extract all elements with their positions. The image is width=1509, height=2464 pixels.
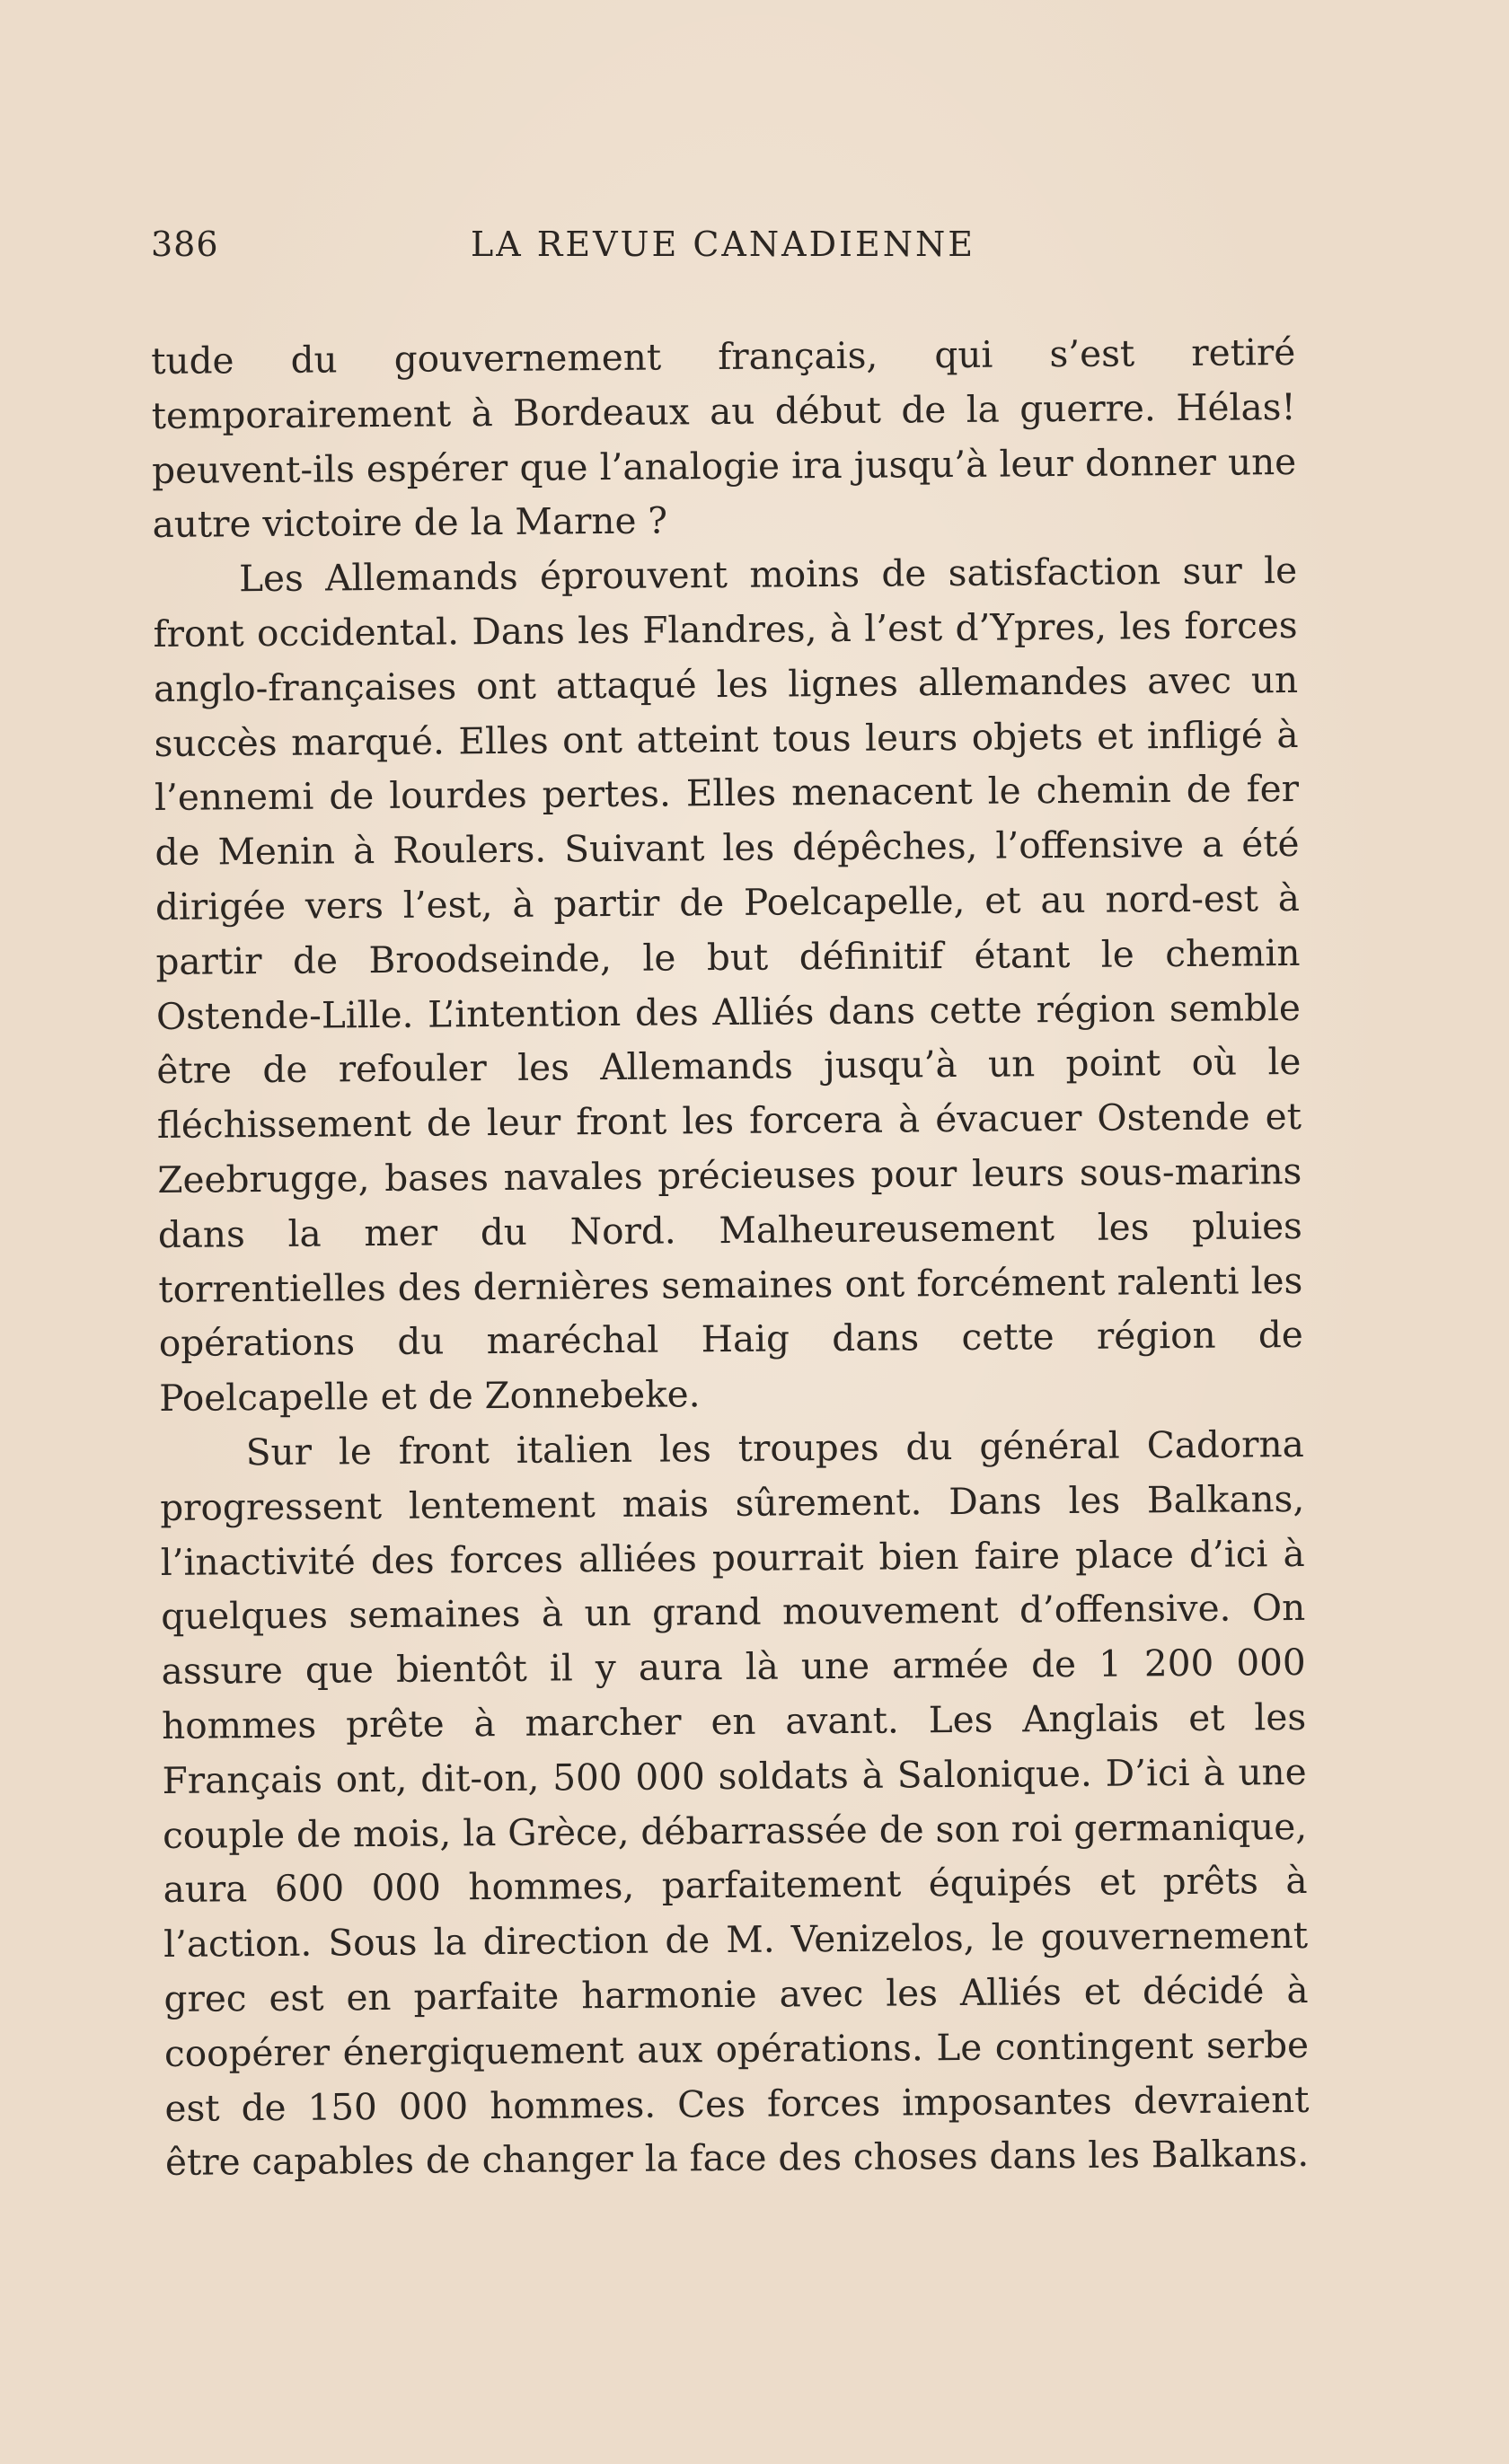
running-header	[151, 224, 1295, 278]
page-number: 386	[151, 224, 219, 264]
paragraph-italian-balkan-fronts: Sur le front italien les troupes du général Cadorna progressent lentement mais sûrement. Dans les Balkans, l’inactivité des forces alliées pourrait bien faire place d’ici à quelques semaines à un grand mouvement d’offensive. On assure que bientôt il y aura là une armée de 1 200 000 hommes prête à marcher en avant. Les Anglais et les Français ont, dit-on, 500 000 soldats à Salonique. D’ici à une couple de mois, la Grèce, débarrassée de son roi germanique, aura 600 000 hommes, parfaitement équipés et prêts à l’action. Sous la direction de M. Venizelos, le gouvernement grec est en parfaite harmonie avec les Alliés et décidé à coopérer énergiquement aux opérations. Le contingent serbe est de 150 000 hommes. Ces forces imposantes devraient être capables de changer la face des choses dans les Balkans.	[160, 1421, 1310, 2185]
paragraph-western-front: Les Allemands éprouvent moins de satisfaction sur le front occidental. Dans les Flandres, à l’est d’Ypres, les forces anglo-françaises ont attaqué les lignes allemandes avec un succès marqué. Elles ont atteint tous leurs objets et infligé à l’ennemi de lourdes pertes. Elles menacent le chemin de fer de Menin à Roulers. Suivant les dépêches, l’offensive a été dirigée vers l’est, à partir de Poelcapelle, et au nord-est à partir de Broodseinde, le but définitif étant le chemin Ostende-Lille. L’intention des Alliés dans cette région semble être de refouler les Allemands jusqu’à un point où le fléchissement de leur front les forcera à évacuer Ostende et Zeebrugge, bases navales précieuses pour leurs sous-marins dans la mer du Nord. Malheureusement les pluies torrentielles des dernières semaines ont forcément ralenti les opérations du maréchal Haig dans cette région de Poelcapelle et de Zonnebeke.	[153, 549, 1303, 1421]
paragraph-continuation: tude du gouvernement français, qui s’est retiré temporairement à Bordeaux au début de la guerre. Hélas! peuvent-ils espérer que l’analogie ira jusqu’à leur donner une autre victoire de la Marne ?	[151, 330, 1297, 547]
body-text	[151, 325, 1310, 2190]
journal-title: LA REVUE CANADIENNE	[470, 224, 976, 264]
